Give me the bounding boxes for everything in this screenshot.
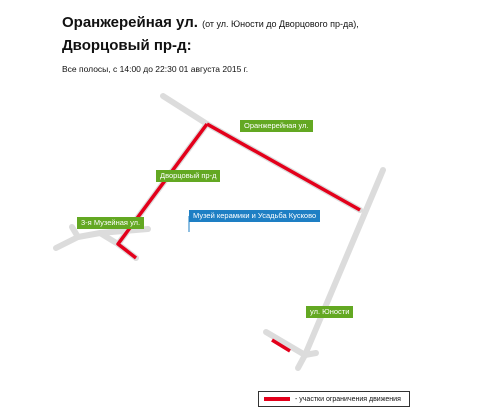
restriction-dvortsovy [118,124,207,258]
label-oranzhereynaya: Оранжерейная ул. [240,120,313,132]
subtitle: Все полосы, с 14:00 до 22:30 01 августа 2015 г. [62,64,249,74]
title-line-2: Дворцовый пр-д: [62,37,192,54]
legend [258,391,410,407]
road-nw-stub [163,96,207,124]
label-muzeynaya: 3-я Музейная ул. [77,217,144,229]
label-museum: Музей керамики и Усадьба Кусково [189,210,320,222]
road-network [56,96,383,368]
title-main: Оранжерейная ул. [62,14,198,31]
legend-swatch [264,397,290,401]
road-yunosti-south [298,355,305,368]
title-sub: (от ул. Юности до Дворцового пр-да), [202,19,359,29]
restriction-oranzhereynaya [207,124,360,210]
label-yunosti: ул. Юности [306,306,353,318]
legend-text: - участки ограничения движения [295,395,401,403]
label-dvortsovy: Дворцовый пр-д [156,170,220,182]
